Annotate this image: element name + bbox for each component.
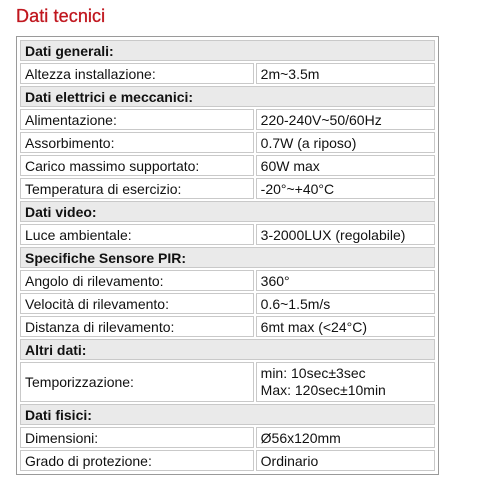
section-row-video [20, 201, 435, 222]
row-value: 2m~3.5m [256, 63, 435, 84]
section-heading: Dati fisici: [20, 404, 435, 425]
table-row [20, 224, 435, 245]
section-row-pir [20, 247, 435, 268]
table-row [20, 155, 435, 176]
row-label: Angolo di rilevamento: [20, 270, 254, 291]
section-heading: Dati elettrici e meccanici: [20, 86, 435, 107]
section-row-physical [20, 404, 435, 425]
row-value: 60W max [256, 155, 435, 176]
section-heading: Dati video: [20, 201, 435, 222]
row-value: Ø56x120mm [256, 427, 435, 448]
row-label: Altezza installazione: [20, 63, 254, 84]
table-row [20, 450, 435, 471]
row-value: 3-2000LUX (regolabile) [256, 224, 435, 245]
table-row [20, 270, 435, 291]
table-row [20, 132, 435, 153]
section-row-electrical [20, 86, 435, 107]
row-value: Ordinario [256, 450, 435, 471]
row-label: Luce ambientale: [20, 224, 254, 245]
table-row [20, 109, 435, 130]
row-value: 6mt max (<24°C) [256, 316, 435, 337]
row-label: Alimentazione: [20, 109, 254, 130]
row-value-multiline [256, 362, 435, 402]
row-label: Assorbimento: [20, 132, 254, 153]
table-row [20, 427, 435, 448]
row-value-line: Max: 120sec±10min [260, 382, 386, 398]
row-value: 0.7W (a riposo) [256, 132, 435, 153]
section-row-general [20, 40, 435, 61]
table-row [20, 316, 435, 337]
row-value: -20°~+40°C [256, 178, 435, 199]
row-label: Distanza di rilevamento: [20, 316, 254, 337]
table-row [20, 293, 435, 314]
table-row [20, 63, 435, 84]
section-heading: Dati generali: [20, 40, 435, 61]
row-label: Temperatura di esercizio: [20, 178, 254, 199]
row-value: 220-240V~50/60Hz [256, 109, 435, 130]
row-label: Carico massimo supportato: [20, 155, 254, 176]
row-label: Temporizzazione: [20, 362, 254, 402]
specs-table-container [16, 36, 439, 475]
table-row [20, 178, 435, 199]
row-label: Dimensioni: [20, 427, 254, 448]
row-value: 0.6~1.5m/s [256, 293, 435, 314]
section-row-other [20, 339, 435, 360]
section-heading: Altri dati: [20, 339, 435, 360]
page-title: Dati tecnici [16, 6, 106, 26]
section-heading: Specifiche Sensore PIR: [20, 247, 435, 268]
specs-table [18, 38, 437, 473]
row-label: Grado di protezione: [20, 450, 254, 471]
row-value: 360° [256, 270, 435, 291]
row-value-line: min: 10sec±3sec [260, 365, 366, 381]
row-label: Velocità di rilevamento: [20, 293, 254, 314]
table-row [20, 362, 435, 402]
